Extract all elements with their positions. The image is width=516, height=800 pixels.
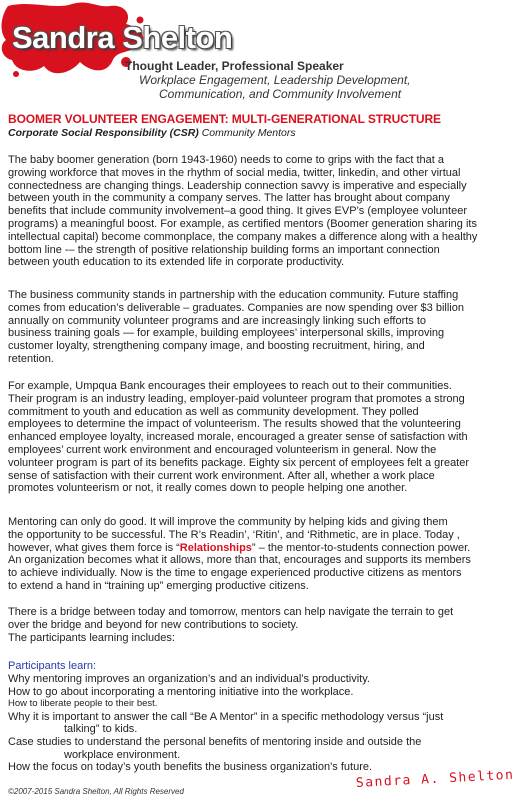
paragraph-1	[8, 154, 477, 269]
paragraph-line: commitment to youth and education as well as community development. They polled	[8, 405, 419, 418]
paragraph-line: An organization becomes what it allows, more than that, encourages and supports its members	[8, 554, 471, 567]
author-signature: Sandra A. Shelton	[355, 767, 515, 791]
paragraph-line: bottom line -– the strength of positive relationship building forms an important connection	[8, 243, 440, 256]
paragraph-3	[8, 380, 469, 495]
brand-specialties-line: Communication, and Community Involvement	[159, 87, 402, 101]
text-fragment: ” – the mentor-to-students connection power.	[251, 541, 471, 554]
paragraph-line: over the bridge and beyond for new contributions to society.	[8, 618, 299, 631]
paragraph-line: The baby boomer generation (born 1943-1960) needs to come to grips with the fact that a	[8, 154, 444, 166]
article	[8, 112, 508, 774]
list-item-continuation: talking” to kids.	[64, 723, 138, 736]
list-item: How to go about incorporating a mentoring initiative into the workplace.	[8, 685, 354, 698]
paragraph-line: the opportunity to be successful. The R’s Readin’, ‘Ritin’, and ‘Rithmetic, are in place. Today ,	[8, 528, 460, 541]
paragraph-line: business training goals — for example, building employees’ interpersonal skills, improving	[8, 327, 445, 340]
list-item: How to liberate people to their best.	[8, 698, 158, 710]
paragraph-line: annually on community volunteer programs and are increasingly linking such efforts to	[8, 314, 427, 327]
brand-specialties	[139, 73, 479, 101]
paragraph-line: sense of satisfaction with their current work environment. After all, whether a work place	[8, 469, 435, 482]
paragraph-line: benefits that include community involvement–a good thing. It gives EVP’s (employee volunteer	[8, 205, 467, 218]
paragraph-line: enhanced employee loyalty, increased morale, encouraged a greater sense of satisfaction with	[8, 431, 468, 444]
paragraph-line: intellectual capital) become commonplace, the company makes a difference along with a healthy	[8, 230, 478, 243]
paragraph-line: growing workforce that moves in the rhythm of social media, twitter, linkedin, and other virtual	[8, 166, 461, 179]
subhead-bold: Corporate Social Responsibility (CSR)	[8, 127, 199, 139]
list-item: Case studies to understand the personal benefits of mentoring inside and outside the	[8, 735, 422, 748]
paragraph-5	[8, 606, 453, 644]
list-item: How the focus on today’s youth benefits the business organization’s future.	[8, 761, 373, 774]
paragraph-line: retention.	[8, 352, 54, 365]
paragraph-line: For example, Umpqua Bank encourages their employees to reach out to their communities.	[8, 380, 452, 392]
paragraph-line: promotes volunteerism or not, it really comes down to people helping one another.	[8, 482, 408, 495]
article-headline: BOOMER VOLUNTEER ENGAGEMENT: MULTI-GENERATIONAL STRUCTURE	[8, 112, 441, 126]
brand-specialties-line: Workplace Engagement, Leadership Development,	[139, 73, 411, 87]
paragraph-line: volunteer program is part of its benefits package. Eighty six percent of employees felt a greater	[8, 456, 470, 469]
text-fragment: however, what gives them force is “	[8, 541, 180, 554]
paragraph-line	[8, 542, 471, 555]
paragraph-4	[8, 516, 471, 593]
copyright-notice: ©2007-2015 Sandra Shelton, All Rights Reserved	[8, 787, 184, 796]
paragraph-line: employees’ current work environment and encouraged volunteerism in general. Now the	[8, 443, 437, 456]
paragraph-line: between youth education to its extended life in corporate productivity.	[8, 256, 345, 269]
paragraph-line: There is a bridge between today and tomorrow, mentors can help navigate the terrain to get	[8, 606, 454, 618]
paragraph-line: Mentoring can only do good. It will improve the community by helping kids and giving them	[8, 516, 448, 528]
paragraph-line: to achieve individually. Now is the time to engage experienced productive citizens as mentors	[8, 567, 462, 580]
list-item: Why it is important to answer the call “Be A Mentor” in a specific methodology versus “just	[8, 710, 444, 723]
paragraph-line: Their program is an industry leading, employer-paid volunteer program that promotes a strong	[8, 392, 465, 405]
relationships-highlight: Relationships	[179, 541, 252, 554]
paragraph-line: comes from education’s deliverable – graduates. Companies are now spending over $3 billion	[8, 301, 464, 314]
paragraph-line: programs) a meaningful boost. For example, as certified mentors (Boomer generation sharing its	[8, 217, 477, 230]
paragraph-line: to extend a hand in “training up” emerging productive citizens.	[8, 579, 309, 592]
paragraph-line: connectedness are changing things. Leadership connection savvy is imperative and especially	[8, 179, 467, 192]
paragraph-line: between youth in the community a company serves. The latter has brought about company	[8, 192, 450, 205]
brand-name: Sandra Shelton	[12, 20, 233, 55]
paragraph-line: employees to determine the impact of volunteerism. The results showed that the volunteering	[8, 418, 461, 431]
paragraph-line: The business community stands in partnership with the education community. Future staffing	[8, 289, 459, 301]
brand-tagline: Thought Leader, Professional Speaker	[125, 59, 344, 73]
paragraph-line: The participants learning includes:	[8, 631, 175, 644]
participants-learn-heading: Participants learn:	[8, 660, 97, 672]
paragraph-line: customer loyalty, strengthening company image, and boosting recruitment, hiring, and	[8, 340, 425, 353]
participants-learn-list	[8, 673, 508, 774]
article-subhead	[8, 127, 508, 139]
list-item: Why mentoring improves an organization’s and an individual’s productivity.	[8, 673, 370, 685]
subhead-rest: Community Mentors	[198, 127, 296, 139]
list-item-continuation: workplace environment.	[64, 748, 181, 761]
paragraph-2	[8, 289, 464, 366]
